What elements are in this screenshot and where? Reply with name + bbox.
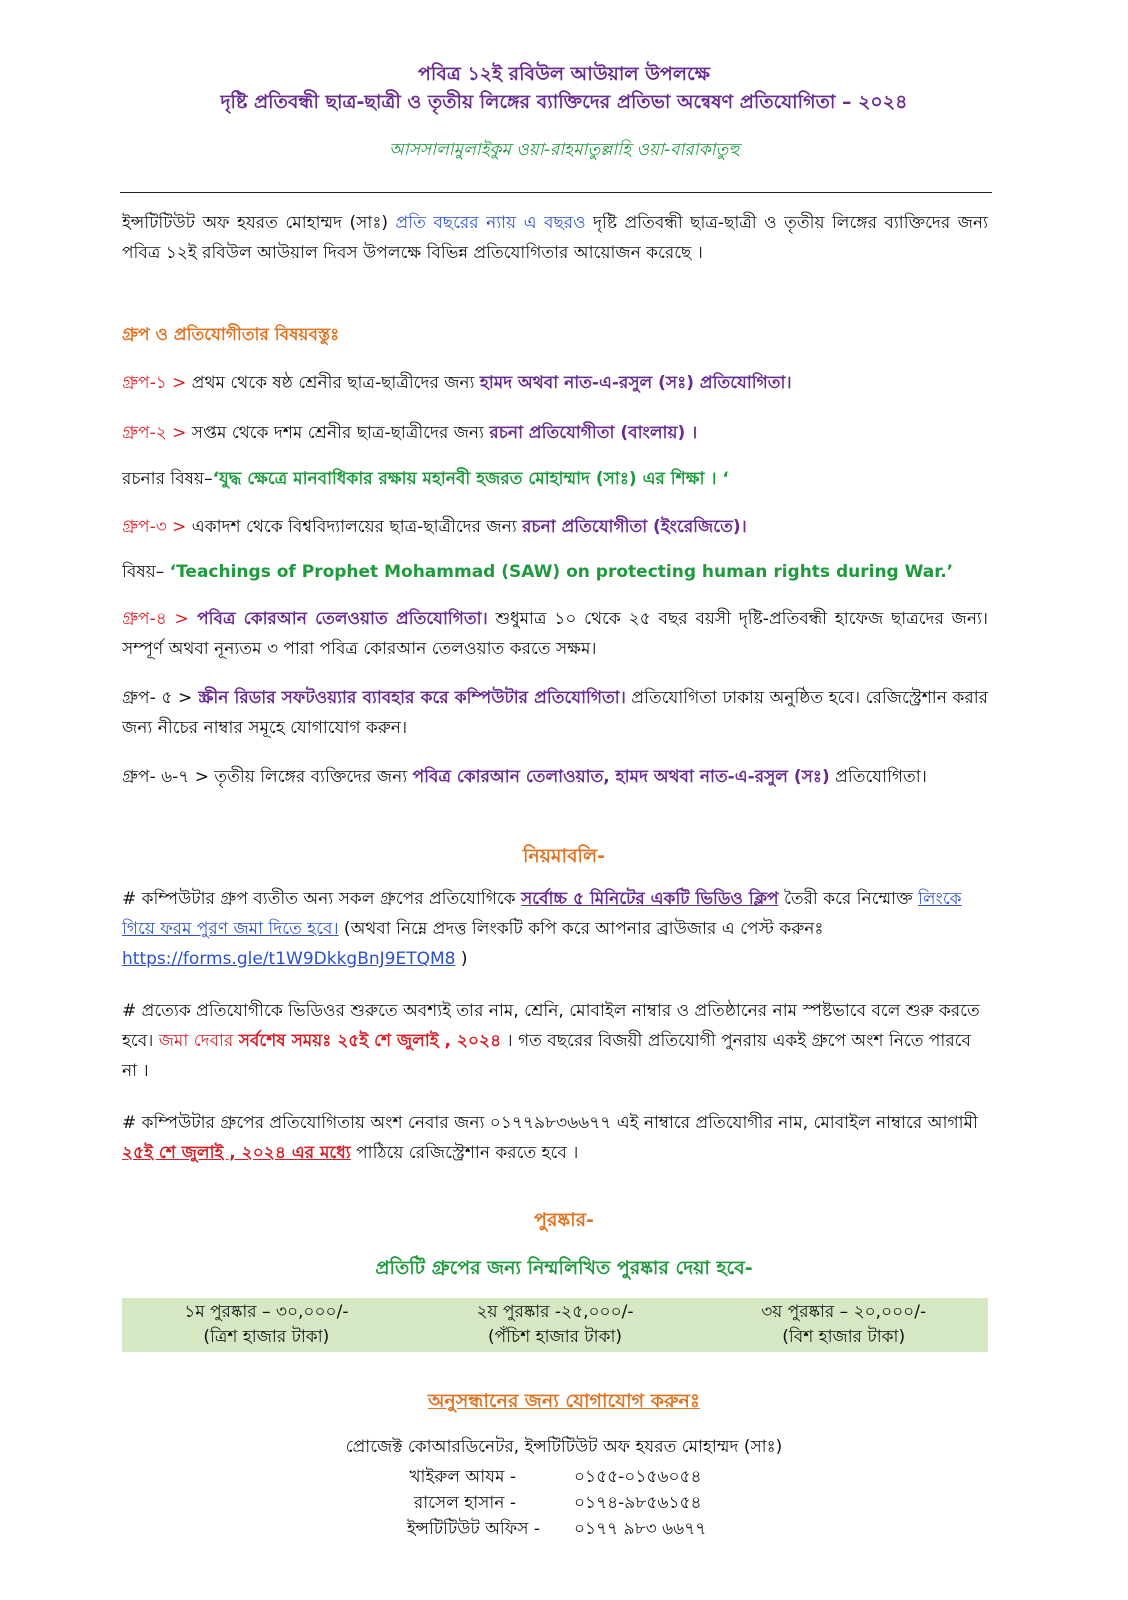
group-1-title: হামদ অথবা নাত-এ-রসুল (সঃ) প্রতিযোগিতা। xyxy=(479,373,792,393)
rule-2-last: সর্বশেষ xyxy=(238,1031,286,1051)
prize-second xyxy=(411,1298,700,1352)
prizes-subheading: প্রতিটি গ্রুপের জন্য নিম্মলিখিত পুরষ্কার দেয়া হবে- xyxy=(375,1257,753,1279)
group-3-topic-label: বিষয়– xyxy=(122,562,170,582)
prize-first xyxy=(122,1298,411,1352)
contact-name-1: খাইরুল আযম - xyxy=(409,1467,516,1487)
group-2-topic xyxy=(122,464,988,494)
rule-1 xyxy=(122,884,988,974)
prize-second-words: (পঁচিশ হাজার টাকা) xyxy=(487,1327,623,1347)
group-3-text: একাদশ থেকে বিশ্ববিদ্যালয়ের ছাত্র-ছাত্রীদের জন্য xyxy=(186,517,523,537)
group-2-label: গ্রুপ-২ > xyxy=(122,423,187,443)
contact-phone-1: ০১৫৫-০১৫৬০৫৪ xyxy=(574,1467,702,1487)
group-6-7-tail: প্রতিযোগিতা। xyxy=(829,767,927,787)
header-divider xyxy=(120,192,992,193)
group-6-7-text: তৃতীয় লিঙ্গের ব্যক্তিদের জন্য xyxy=(209,767,413,787)
group-4 xyxy=(122,604,988,664)
greeting: আসসালামুলাইকুম ওয়া-রাহমাতুল্লাহি ওয়া-বারাকাতুহু xyxy=(388,140,740,160)
group-2-title: রচনা প্রতিযোগীতা (বাংলায়) । xyxy=(489,423,698,443)
rule-3-text-a: # কম্পিউটার গ্রুপের প্রতিযোগিতায় অংশ নেবার জন্য ০১৭৭৯৮৩৬৬৭৭ এই নাম্বারে প্রতিযোগীর নাম, মোবাইল নাম্বারে আগামী xyxy=(122,1113,978,1133)
prize-second-title: ২য় পুরষ্কার -২৫,০০০/- xyxy=(476,1302,634,1322)
group-1-text: প্রথম থেকে ষষ্ঠ শ্রেনীর ছাত্র-ছাত্রীদের জন্য xyxy=(186,373,480,393)
form-link-text[interactable]: লিংকে গিয়ে ফরম পুরণ জমা দিতে হবে। xyxy=(122,889,962,939)
contact-name-2: রাসেল হাসান - xyxy=(413,1493,516,1513)
group-5-title: স্ক্রীন রিডার সফটওয়্যার ব্যাবহার করে কম্পিউটার প্রতিযোগিতা। xyxy=(192,688,626,708)
rule-1-text-e: (অথবা নিম্নে প্রদত্ত লিংকটি কপি করে আপনার ব্রাউজার এ পেস্ট করুনঃ xyxy=(338,919,824,939)
rule-1-text-f: ) xyxy=(455,949,468,969)
group-5 xyxy=(122,683,988,743)
prize-third-title: ৩য় পুরষ্কার – ২০,০০০/- xyxy=(761,1302,927,1322)
intro-paragraph xyxy=(122,208,988,268)
prizes-heading: পুরষ্কার- xyxy=(534,1209,594,1231)
rule-3-deadline: ২৫ই শে জুলাই , ২০২৪ এর মধ্যে xyxy=(122,1143,351,1163)
header-title: পবিত্র ১২ই রবিউল আউয়াল উপলক্ষে xyxy=(417,63,710,85)
group-5-label: গ্রুপ- ৫ > xyxy=(122,688,193,708)
prize-first-title: ১ম পুরষ্কার – ৩০,০০০/- xyxy=(184,1302,349,1322)
rule-2 xyxy=(122,996,988,1086)
group-6-7-label: গ্রুপ- ৬-৭ > xyxy=(122,767,209,787)
group-3-label: গ্রুপ-৩ > xyxy=(122,517,187,537)
contact-phone-2: ০১৭৪-৯৮৫৬১৫৪ xyxy=(574,1493,702,1513)
prize-first-words: (ত্রিশ হাজার টাকা) xyxy=(203,1327,330,1347)
group-4-label: গ্রুপ-৪ > xyxy=(122,609,189,629)
group-3 xyxy=(122,512,988,542)
prize-third-words: (বিশ হাজার টাকা) xyxy=(782,1327,906,1347)
rule-3 xyxy=(122,1108,988,1168)
intro-rest: দৃষ্টি প্রতিবন্ধী ছাত্র-ছাত্রী ও তৃতীয় লিঙ্গের ব্যাক্তিদের জন্য পবিত্র ১২ই রবিউল আউয়াল দিবস উপলক্ষে বিভিন্ন প্রতিযোগিতার আয়োজন করেছে । xyxy=(122,213,988,263)
intro-highlight: প্রতি বছরের ন্যায় এ বছরও xyxy=(395,213,586,233)
header-subtitle: দৃষ্টি প্রতিবন্ধী ছাত্র-ছাত্রী ও তৃতীয় লিঙ্গের ব্যাক্তিদের প্রতিভা অন্বেষণ প্রতিযোগিতা – ২০২৪ xyxy=(220,91,908,113)
prize-third xyxy=(699,1298,988,1352)
rule-2-deadline-label: জমা দেবার xyxy=(158,1031,239,1051)
rule-2-deadline-date: সময়ঃ ২৫ই শে জুলাই , ২০২৪ xyxy=(285,1031,502,1051)
group-3-title: রচনা প্রতিযোগীতা (ইংরেজিতে)। xyxy=(522,517,747,537)
rules-heading: নিয়মাবলি- xyxy=(522,845,606,867)
group-4-text: শুধুমাত্র ১০ থেকে ২৫ বছর বয়সী দৃষ্টি-প্রতিবন্ধী হাফেজ ছাত্রদের জন্য। সম্পূর্ণ অথবা নূন্যতম ৩ পারা পবিত্র কোরআন তেলওয়াত করতে সক্ষম। xyxy=(122,609,988,659)
group-3-topic-text: ‘Teachings of Prophet Mohammad (SAW) on protecting human rights during War.’ xyxy=(169,562,954,582)
group-2-text: সপ্তম থেকে দশম শ্রেনীর ছাত্র-ছাত্রীদের জন্য xyxy=(186,423,490,443)
group-1-label: গ্রুপ-১ > xyxy=(122,373,187,393)
group-2-topic-label: রচনার বিষয়– xyxy=(122,469,213,489)
group-1 xyxy=(122,368,988,398)
groups-heading: গ্রুপ ও প্রতিযোগীতার বিষয়বস্তুঃ xyxy=(122,325,340,345)
group-6-7 xyxy=(122,762,988,792)
group-2-topic-text: ‘যুদ্ধ ক্ষেত্রে মানবাধিকার রক্ষায় মহানবী হজরত মোহাম্মাদ (সাঃ) এর শিক্ষা । ‘ xyxy=(212,469,729,489)
contact-phone-3: ০১৭৭ ৯৮৩ ৬৬৭৭ xyxy=(574,1519,707,1539)
rule-2-text-a: # প্রত্যেক প্রতিযোগীকে ভিডিওর শুরুতে অবশ্যই তার নাম, শ্রেনি, মোবাইল নাম্বার ও প্রতিষ্ঠানের নাম স্পষ্টভাবে বলে শুরু করতে হবে। xyxy=(122,1001,980,1051)
rule-3-text-c: পাঠিয়ে রেজিস্ট্রেশান করতে হবে । xyxy=(350,1143,579,1163)
contact-name-3: ইন্সটিটিউট অফিস - xyxy=(406,1519,540,1539)
rule-1-text-c: তৈরী করে নিম্মোক্ত xyxy=(778,889,918,909)
prize-table xyxy=(122,1298,988,1352)
group-5-text: প্রতিযোগিতা ঢাকায় অনুষ্ঠিত হবে। রেজিস্ট্রেশান করার জন্য নীচের নাম্বার সমূহে যোগাযোগ করুন। xyxy=(122,688,988,738)
group-3-topic xyxy=(122,557,988,587)
contact-heading: অনুসন্ধানের জন্য যোগাযোগ করুনঃ xyxy=(427,1390,701,1412)
rule-2-text-e: । গত বছরের বিজয়ী প্রতিযোগী পুনরায় একই গ্রুপে অংশ নিতে পারবে না । xyxy=(122,1031,971,1081)
group-4-title: পবিত্র কোরআন তেলওয়াত প্রতিযোগিতা। xyxy=(188,609,488,629)
rule-1-video-clip: সর্বোচ্চ ৫ মিনিটের একটি ভিডিও ক্লিপ xyxy=(520,889,779,909)
group-6-7-title: পবিত্র কোরআন তেলাওয়াত, হামদ অথবা নাত-এ-রসুল (সঃ) xyxy=(412,767,830,787)
project-coordinator: প্রোজেক্ট কোআরডিনেটর, ইন্সটিটিউট অফ হযরত মোহাম্মদ (সাঃ) xyxy=(345,1437,783,1457)
form-url-link[interactable]: https://forms.gle/t1W9DkkgBnJ9ETQM8 xyxy=(122,949,456,969)
intro-org: ইন্সটিটিউট অফ হযরত মোহাম্মদ (সাঃ) xyxy=(122,213,389,233)
group-2 xyxy=(122,418,988,448)
rule-1-text-a: # কম্পিউটার গ্রুপ ব্যতীত অন্য সকল গ্রুপের প্রতিযোগিকে xyxy=(122,889,521,909)
